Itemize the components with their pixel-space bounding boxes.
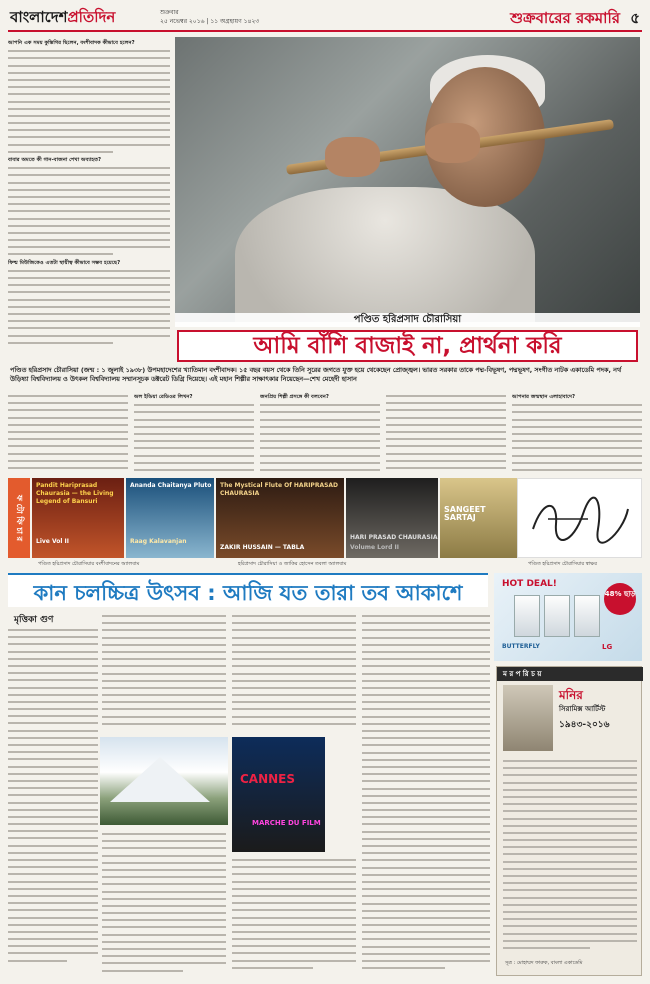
question-heading: বাবার অমতে কী গান-বাজনা শেখা অব্যাহত?	[8, 157, 102, 164]
question-heading: আপনি এক সময় কুস্তিগির ছিলেন, বংশীবাদক কীভাবে হলেন?	[8, 40, 135, 46]
section-title: শুক্রবারের রকমারি	[510, 9, 620, 27]
masthead	[8, 4, 642, 32]
album-cover-4	[346, 478, 438, 558]
signature-image	[517, 478, 642, 558]
festival-column-4	[362, 612, 490, 976]
album-title: Pandit Hariprasad Chaurasia — the Living Legend of Bansuri	[36, 482, 114, 505]
album-subtitle: Volume Lord II	[350, 544, 399, 551]
ad-hot-deal: HOT DEAL!	[502, 579, 557, 589]
ad-brand: BUTTERFLY	[502, 643, 540, 650]
album-title: The Mystical Flute Of HARIPRASAD CHAURASIA	[220, 482, 339, 497]
question-heading: অল ইন্ডিয়া রেডিওর লিখন?	[134, 394, 193, 400]
album-title: SANGEET SARTAJ	[444, 505, 486, 522]
interview-column-left	[8, 38, 170, 360]
festival-byline: মৃত্তিকা গুণ	[14, 615, 54, 625]
dateline-date: ২৫ নভেম্বর ২০১৬ | ১১ অগ্রহায়ণ ১৪২৩	[160, 18, 260, 25]
album-title: Ananda Chaitanya Pluto	[130, 482, 212, 489]
interview-column-4	[386, 392, 506, 476]
feature-intro: পণ্ডিত হরিপ্রসাদ চৌরাসিয়া (জন্ম : ১ জুলাই ১৯৩৮) উপমহাদেশের খ্যাতিমান বংশীবাদক। ১৫ বছর বয়স থেকে তিনি সুরের জগতে যুক্ত হয়ে থেকেছেন প্রোজ্জ্বল। ভারত সরকার তাকে পদ্ম-বিভূষণ, পদ্মভূষণ, সংগীত নাটক একাডেমি পদক, নর্থ উড়িষ্যা বিশ্ববিদ্যালয় ও উৎকল বিশ্ববিদ্যালয় সম্মানসূচক ডক্টরেট ডিগ্রি দিয়েছে। এই মহান শিল্পীর সাক্ষাৎকার নিয়েছেন—শেখ মেহেদী হাসান	[10, 366, 622, 383]
album-caption: পণ্ডিত হরিপ্রসাদ চৌরাসিয়ার বংশীবাদনের অ্যালবাম	[38, 561, 140, 567]
album-title: HARI PRASAD CHAURASIA	[350, 534, 438, 541]
cannes-poster	[232, 737, 325, 852]
interview-column-2	[134, 392, 254, 476]
logo-accent: প্রতিদিন	[67, 8, 116, 26]
obituary-body	[503, 757, 637, 957]
question-heading: জনপ্রিয় শিল্পী প্রসঙ্গে কী বলবেন?	[260, 394, 329, 400]
festival-column-2	[102, 612, 226, 732]
festival-column-6	[232, 856, 356, 976]
question-heading: আপনার জন্মস্থান এলাহাবাদে?	[512, 394, 575, 400]
body-text	[8, 267, 170, 346]
body-text	[8, 47, 170, 155]
photo-caption: পণ্ডিত হরিপ্রসাদ চৌরাসিয়া	[175, 313, 640, 327]
festival-header	[8, 573, 488, 607]
ad-discount-badge: 48% ছাড়	[604, 583, 636, 615]
dateline	[160, 8, 259, 26]
dateline-day: শুক্রবার	[160, 9, 179, 16]
logo-main: বাংলাদেশ	[10, 8, 68, 26]
album-cover-1	[32, 478, 124, 558]
signature-caption: পণ্ডিত হরিপ্রসাদ চৌরাসিয়ার স্বাক্ষর	[528, 561, 598, 567]
album-cover-3	[216, 478, 344, 558]
poster-title: CANNES	[240, 772, 296, 786]
album-subtitle: ZAKIR HUSSAIN — TABLA	[220, 544, 305, 551]
interview-column-right	[512, 392, 642, 476]
question-heading: ফিল্ম মিউজিকেও এতটা স্থায়ীত্ব কীভাবে সম্ভব হয়েছে?	[8, 259, 121, 266]
interview-column-1	[8, 392, 128, 476]
obituary-role: সিরামিক্স আর্টিস্ট	[559, 705, 606, 713]
festival-headline: কান চলচ্চিত্র উৎসব : আজি যত তারা তব আকাশে	[33, 581, 463, 605]
obituary-credit: সূত্র : মোহাম্মদ ফারুক, বাংলা একাডেমি	[505, 960, 583, 966]
festival-column-5	[102, 830, 226, 976]
ad-lg-logo: LG	[602, 643, 613, 651]
photo-feature-label: ফ টো ফি চা র	[8, 478, 30, 558]
alpine-photo	[100, 737, 228, 825]
obituary-years: ১৯৪৩-২০১৬	[559, 720, 610, 730]
obituary-tag: ম র প রি চ য়	[497, 667, 643, 681]
body-text	[8, 164, 170, 257]
festival-column-3	[232, 612, 356, 732]
album-subtitle: Raag Kalavanjan	[130, 538, 187, 545]
album-subtitle: Live Vol II	[36, 538, 69, 545]
advertisement[interactable]	[494, 573, 642, 661]
obituary-name: মনির	[559, 688, 583, 702]
poster-subtitle: MARCHE DU FILM	[252, 819, 321, 827]
feature-headline: আমি বাঁশি বাজাই না, প্রার্থনা করি	[177, 330, 638, 362]
album-cover-5	[440, 478, 518, 558]
newspaper-logo[interactable]	[10, 6, 115, 31]
festival-column-1	[8, 626, 98, 976]
album-caption: হরিপ্রসাদ চৌরাসিয়া ও জাকির হোসেন তবলা অ্যালবাম	[238, 561, 347, 567]
signature-icon	[528, 489, 633, 549]
album-cover-2	[126, 478, 214, 558]
portrait-photo	[175, 37, 640, 322]
obituary-photo	[503, 685, 553, 751]
page-number: ৫	[630, 9, 640, 27]
interview-column-3	[260, 392, 380, 476]
obituary-box	[496, 666, 642, 976]
